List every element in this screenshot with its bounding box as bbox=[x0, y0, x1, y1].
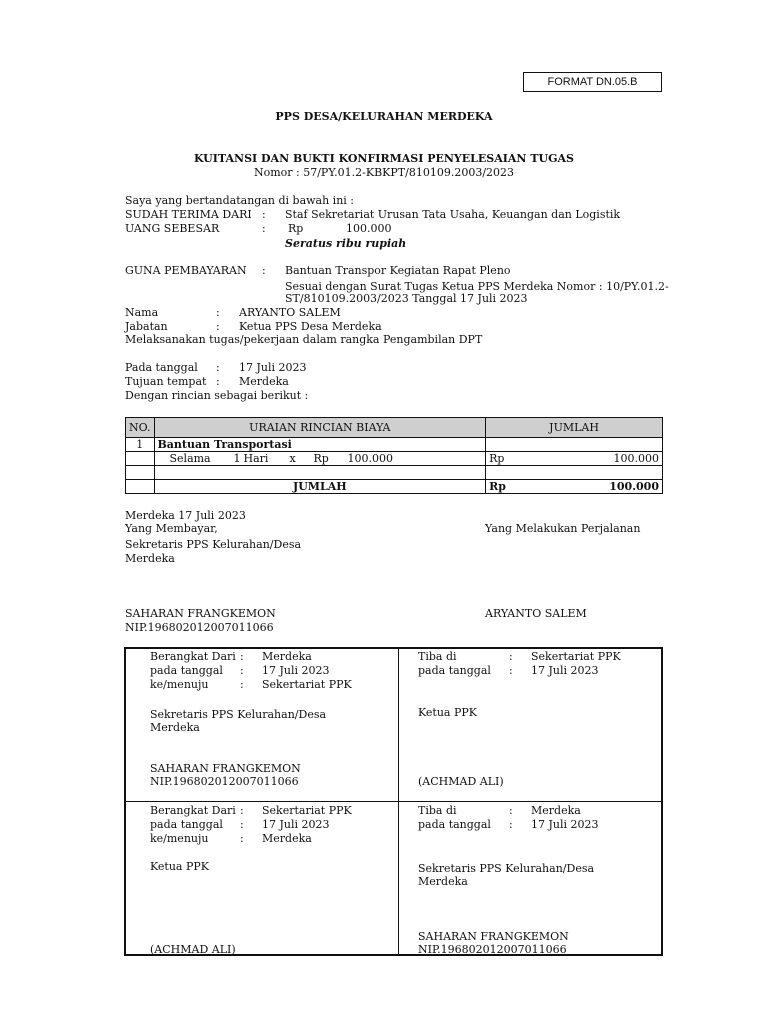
payer-role-line-1: Sekretaris PPS Kelurahan/Desa bbox=[125, 538, 302, 551]
payer-nip: NIP.196802012007011066 bbox=[125, 621, 274, 634]
traveler-label: Yang Melakukan Perjalanan bbox=[485, 522, 641, 535]
col-amount-header: JUMLAH bbox=[486, 418, 663, 438]
q2-role: Ketua PPK bbox=[418, 706, 478, 719]
colon: : bbox=[216, 375, 220, 388]
colon: : bbox=[240, 664, 244, 677]
doc-title: KUITANSI DAN BUKTI KONFIRMASI PENYELESAIAN TUGAS bbox=[194, 152, 574, 165]
payer-role-line-2: Merdeka bbox=[125, 552, 175, 565]
colon: : bbox=[509, 664, 513, 677]
detail-intro: Dengan rincian sebagai berikut : bbox=[125, 389, 309, 402]
purpose-label: GUNA PEMBAYARAN bbox=[125, 264, 247, 277]
org-title: PPS DESA/KELURAHAN MERDEKA bbox=[275, 110, 493, 123]
intro-text: Saya yang bertandatangan di bawah ini : bbox=[125, 194, 355, 207]
total-amount: Rp 100.000 bbox=[486, 480, 663, 494]
received-from-label: SUDAH TERIMA DARI bbox=[125, 208, 252, 221]
total-label: JUMLAH bbox=[154, 480, 486, 494]
table-total-row bbox=[126, 480, 663, 494]
q1-role-line-1: Sekretaris PPS Kelurahan/Desa bbox=[150, 708, 327, 721]
q2-date-value: 17 Juli 2023 bbox=[531, 664, 599, 677]
q3-signer-name: (ACHMAD ALI) bbox=[150, 943, 236, 956]
q4-signer-nip: NIP.196802012007011066 bbox=[418, 943, 567, 956]
q3-role: Ketua PPK bbox=[150, 860, 210, 873]
destination-label: Tujuan tempat bbox=[125, 375, 207, 388]
cost-detail-table bbox=[125, 417, 663, 494]
grid-divider-horizontal bbox=[126, 801, 661, 802]
q4-date-label: pada tanggal bbox=[418, 818, 491, 831]
colon: : bbox=[262, 208, 266, 221]
travel-confirmation-grid bbox=[124, 647, 663, 956]
q4-role-line-2: Merdeka bbox=[418, 875, 468, 888]
col-desc-header: URAIAN RINCIAN BIAYA bbox=[154, 418, 486, 438]
date-value: 17 Juli 2023 bbox=[239, 361, 307, 374]
q3-to-value: Merdeka bbox=[262, 832, 312, 845]
table-header-row bbox=[126, 418, 663, 438]
name-label: Nama bbox=[125, 306, 159, 319]
q1-to-value: Sekertariat PPK bbox=[262, 678, 352, 691]
q1-role-line-2: Merdeka bbox=[150, 721, 200, 734]
traveler-name: ARYANTO SALEM bbox=[485, 607, 587, 620]
q3-date-value: 17 Juli 2023 bbox=[262, 818, 330, 831]
q1-depart-value: Merdeka bbox=[262, 650, 312, 663]
colon: : bbox=[509, 650, 513, 663]
q4-role-line-1: Sekretaris PPS Kelurahan/Desa bbox=[418, 862, 595, 875]
q2-date-label: pada tanggal bbox=[418, 664, 491, 677]
colon: : bbox=[216, 361, 220, 374]
destination-value: Merdeka bbox=[239, 375, 289, 388]
q1-to-label: ke/menuju bbox=[150, 678, 209, 691]
amount-value: 100.000 bbox=[346, 222, 392, 235]
row-number: 1 bbox=[126, 438, 155, 452]
position-value: Ketua PPS Desa Merdeka bbox=[239, 320, 382, 333]
colon: : bbox=[262, 222, 266, 235]
colon: : bbox=[240, 832, 244, 845]
purpose-value: Bantuan Transpor Kegiatan Rapat Pleno bbox=[285, 264, 511, 277]
table-row bbox=[126, 452, 663, 466]
amount-words: Seratus ribu rupiah bbox=[285, 237, 407, 250]
q2-arrive-value: Sekertariat PPK bbox=[531, 650, 621, 663]
amount-currency: Rp bbox=[288, 222, 304, 235]
q1-date-label: pada tanggal bbox=[150, 664, 223, 677]
purpose-reference-line-1: Sesuai dengan Surat Tugas Ketua PPS Merdeka Nomor : 10/PY.01.2- bbox=[285, 280, 669, 293]
doc-number: Nomor : 57/PY.01.2-KBKPT/810109.2003/2023 bbox=[253, 166, 515, 179]
table-row bbox=[126, 438, 663, 452]
payer-name: SAHARAN FRANGKEMON bbox=[125, 607, 276, 620]
q1-depart-label: Berangkat Dari bbox=[150, 650, 236, 663]
position-label: Jabatan bbox=[125, 320, 168, 333]
row-calculation: Selama 1 Hari x Rp 100.000 bbox=[154, 452, 486, 466]
row-amount: Rp 100.000 bbox=[486, 452, 663, 466]
purpose-reference-line-2: ST/810109.2003/2023 Tanggal 17 Juli 2023 bbox=[285, 292, 528, 305]
place-date: Merdeka 17 Juli 2023 bbox=[125, 509, 246, 522]
q1-signer-nip: NIP.196802012007011066 bbox=[150, 775, 299, 788]
q3-depart-label: Berangkat Dari bbox=[150, 804, 236, 817]
colon: : bbox=[240, 650, 244, 663]
q2-arrive-label: Tiba di bbox=[418, 650, 457, 663]
date-label: Pada tanggal bbox=[125, 361, 198, 374]
q4-signer-name: SAHARAN FRANGKEMON bbox=[418, 930, 569, 943]
table-row bbox=[126, 466, 663, 480]
task-line: Melaksanakan tugas/pekerjaan dalam rangka Pengambilan DPT bbox=[125, 333, 483, 346]
name-value: ARYANTO SALEM bbox=[239, 306, 341, 319]
q3-to-label: ke/menuju bbox=[150, 832, 209, 845]
row-description: Bantuan Transportasi bbox=[154, 438, 486, 452]
q4-date-value: 17 Juli 2023 bbox=[531, 818, 599, 831]
colon: : bbox=[240, 818, 244, 831]
col-no-header: NO. bbox=[126, 418, 155, 438]
q4-arrive-label: Tiba di bbox=[418, 804, 457, 817]
q2-signer-name: (ACHMAD ALI) bbox=[418, 775, 504, 788]
colon: : bbox=[509, 818, 513, 831]
q3-date-label: pada tanggal bbox=[150, 818, 223, 831]
colon: : bbox=[262, 264, 266, 277]
payer-label: Yang Membayar, bbox=[125, 522, 218, 535]
colon: : bbox=[240, 678, 244, 691]
colon: : bbox=[240, 804, 244, 817]
amount-label: UANG SEBESAR bbox=[125, 222, 220, 235]
q3-depart-value: Sekertariat PPK bbox=[262, 804, 352, 817]
received-from-value: Staf Sekretariat Urusan Tata Usaha, Keuangan dan Logistik bbox=[285, 208, 621, 221]
colon: : bbox=[216, 320, 220, 333]
colon: : bbox=[216, 306, 220, 319]
q1-signer-name: SAHARAN FRANGKEMON bbox=[150, 762, 301, 775]
colon: : bbox=[509, 804, 513, 817]
q1-date-value: 17 Juli 2023 bbox=[262, 664, 330, 677]
format-code-box: FORMAT DN.05.B bbox=[523, 72, 662, 92]
q4-arrive-value: Merdeka bbox=[531, 804, 581, 817]
